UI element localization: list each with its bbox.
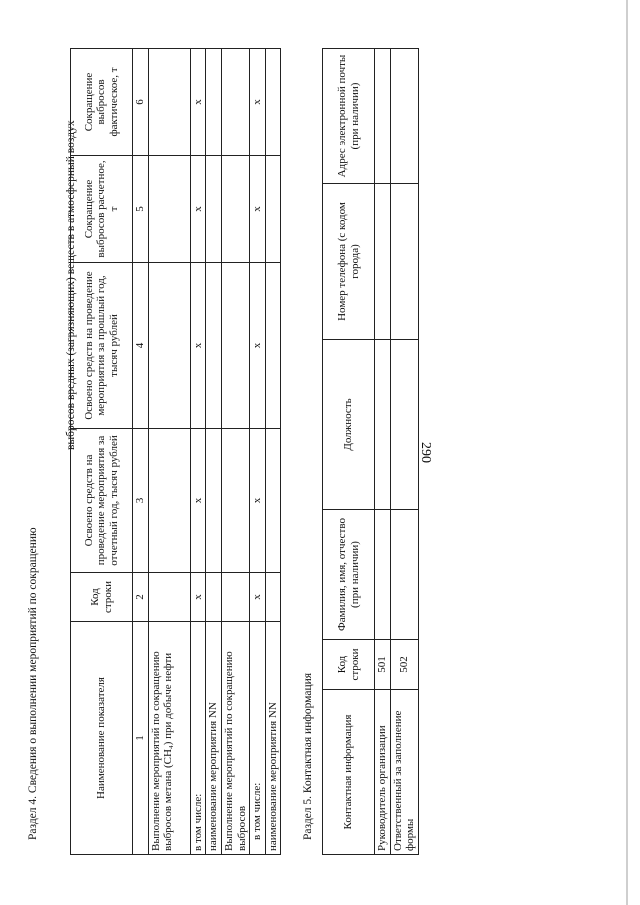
cell-reduction-actual (148, 49, 190, 156)
col-number: 4 (133, 263, 149, 429)
cell-reduction-actual (221, 49, 249, 156)
row-code: 502 (390, 640, 418, 690)
table-row (221, 49, 249, 855)
cell-spent-previous (148, 263, 190, 429)
cell-reduction-estimated (148, 156, 190, 263)
cell-phone (390, 184, 418, 340)
header-row-code: Код строки (323, 640, 375, 690)
row-name: в том числе: (190, 622, 206, 855)
table-row (375, 49, 391, 855)
table-row (250, 49, 266, 855)
header-reduction-actual: Сокращение выбросов фактическое, т (71, 49, 133, 156)
cell-reduction-estimated (206, 156, 222, 263)
cell-spent-previous (221, 263, 249, 429)
cell-reduction-actual (206, 49, 222, 156)
cell-spent-previous: x (250, 263, 266, 429)
section4-column-numbers (133, 49, 149, 855)
section5-header-row (323, 49, 375, 855)
row-name: наименование мероприятия NN (265, 622, 281, 855)
section4-table (70, 48, 281, 855)
cell-reduction-estimated (221, 156, 249, 263)
cell-spent-reporting (206, 429, 222, 573)
header-spent-previous-year: Освоено средств на проведение мероприятия за прошлый год, тысяч рублей (71, 263, 133, 429)
scan-edge-line (626, 0, 628, 905)
row-name: Выполнение мероприятий по сокращению выбросов (221, 622, 249, 855)
section4-title-line2: выбросов вредных (загрязняющих) веществ в атмосферный воздух (65, 120, 77, 450)
cell-full-name (390, 510, 418, 640)
table-row (390, 49, 418, 855)
row-code: 501 (375, 640, 391, 690)
cell-reduction-actual (265, 49, 281, 156)
row-code (206, 573, 222, 622)
table-row (148, 49, 190, 855)
header-full-name: Фамилия, имя, отчество (при наличии) (323, 510, 375, 640)
cell-spent-previous: x (190, 263, 206, 429)
col-number: 5 (133, 156, 149, 263)
cell-spent-previous (265, 263, 281, 429)
row-name: наименование мероприятия NN (206, 622, 222, 855)
cell-reduction-actual: x (250, 49, 266, 156)
cell-email (390, 49, 418, 184)
header-row-code: Код строки (71, 573, 133, 622)
cell-spent-reporting (221, 429, 249, 573)
col-number: 6 (133, 49, 149, 156)
section5-table (322, 48, 419, 855)
cell-spent-reporting: x (190, 429, 206, 573)
cell-reduction-estimated (265, 156, 281, 263)
row-name: Выполнение мероприятий по сокращению выбросов метана (CH₄) при добыче нефти (148, 622, 190, 855)
table-row (206, 49, 222, 855)
cell-spent-previous (206, 263, 222, 429)
header-contact-info: Контактная информация (323, 690, 375, 855)
row-code (265, 573, 281, 622)
cell-email (375, 49, 391, 184)
section5-title: Раздел 5. Контактная информация (302, 672, 314, 840)
row-code (148, 573, 190, 622)
cell-reduction-estimated: x (190, 156, 206, 263)
section4-header-row (71, 49, 133, 855)
cell-spent-reporting (148, 429, 190, 573)
page-number: 290 (418, 442, 433, 463)
col-number: 1 (133, 622, 149, 855)
header-position: Должность (323, 340, 375, 510)
cell-position (375, 340, 391, 510)
row-code: x (190, 573, 206, 622)
header-spent-reporting-year: Освоено средств на проведение мероприятия за отчетный год, тысяч рублей (71, 429, 133, 573)
cell-spent-reporting (265, 429, 281, 573)
row-code: x (250, 573, 266, 622)
header-reduction-estimated: Сокращение выбросов расчетное, т (71, 156, 133, 263)
cell-reduction-actual: x (190, 49, 206, 156)
contact-label: Руководитель организации (375, 690, 391, 855)
cell-full-name (375, 510, 391, 640)
col-number: 2 (133, 573, 149, 622)
cell-spent-reporting: x (250, 429, 266, 573)
contact-label: Ответственный за заполнение формы (390, 690, 418, 855)
header-email: Адрес электронной почты (при наличии) (323, 49, 375, 184)
table-row (190, 49, 206, 855)
header-indicator-name: Наименование показателя (71, 622, 133, 855)
header-phone: Номер телефона (с кодом города) (323, 184, 375, 340)
cell-position (390, 340, 418, 510)
cell-reduction-estimated: x (250, 156, 266, 263)
section4-title-line1: Раздел 4. Сведения о выполнении мероприятий по сокращению (27, 527, 39, 840)
row-code (221, 573, 249, 622)
row-name: в том числе: (250, 622, 266, 855)
cell-phone (375, 184, 391, 340)
col-number: 3 (133, 429, 149, 573)
table-row (265, 49, 281, 855)
